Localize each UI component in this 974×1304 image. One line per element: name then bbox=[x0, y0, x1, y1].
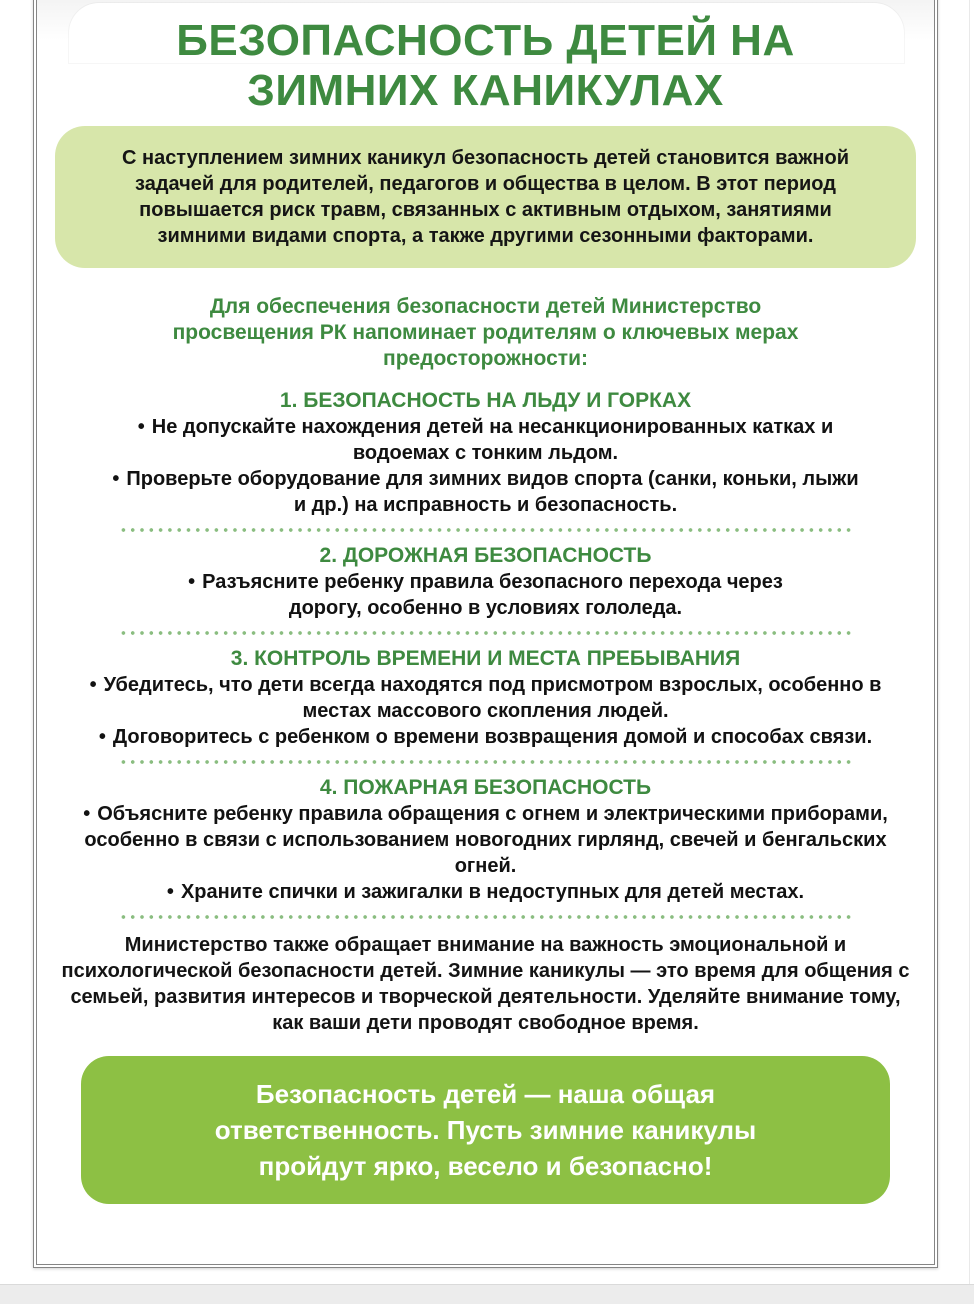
bullet-text: Не допускайте нахождения детей на несанкционированных катках и водоемах с тонким льдом. bbox=[151, 416, 834, 464]
document-page bbox=[33, 0, 938, 1268]
bullet-text: Храните спички и зажигалки в недоступных для детей местах. bbox=[180, 881, 805, 903]
bullet-text: Убедитесь, что дети всегда находятся под присмотром взрослых, особенно в местах массового скопления людей. bbox=[103, 674, 882, 722]
bullet-item bbox=[76, 724, 896, 750]
bullet-text: Договоритесь с ребенком о времени возвращения домой и способах связи. bbox=[112, 726, 873, 748]
poster-title-line-2: ЗИМНИХ КАНИКУЛАХ bbox=[247, 66, 724, 115]
bullet-item bbox=[111, 466, 861, 518]
section-2-heading: 2. ДОРОЖНАЯ БЕЗОПАСНОСТЬ bbox=[319, 544, 652, 567]
bullet-icon: • bbox=[98, 726, 106, 748]
bullet-item bbox=[111, 414, 861, 466]
footer-callout bbox=[81, 1056, 890, 1204]
bullet-icon: • bbox=[83, 803, 91, 825]
document-page-inner bbox=[37, 0, 934, 1264]
intro-text: С наступлением зимних каникул безопасность детей становится важной задачей для родителей, педагогов и общества в целом. В этот период повышается риск травм, связанных с активным отдыхом, занятиями зимними видами спорта, а также другими сезонными факторами. bbox=[121, 147, 850, 247]
section-3-heading: 3. КОНТРОЛЬ ВРЕМЕНИ И МЕСТА ПРЕБЫВАНИЯ bbox=[230, 647, 741, 670]
dotted-divider bbox=[121, 914, 851, 920]
section-1-heading: 1. БЕЗОПАСНОСТЬ НА ЛЬДУ И ГОРКАХ bbox=[279, 389, 692, 412]
page-bottom-strip bbox=[0, 1284, 974, 1304]
dotted-divider bbox=[121, 527, 851, 533]
section-4-heading: 4. ПОЖАРНАЯ БЕЗОПАСНОСТЬ bbox=[319, 776, 652, 799]
lead-paragraph: Для обеспечения безопасности детей Министерство просвещения РК напоминает родителям о ключевых мерах предосторожности: bbox=[172, 295, 799, 370]
bullet-icon: • bbox=[188, 571, 196, 593]
intro-callout bbox=[55, 126, 916, 268]
bullet-item bbox=[81, 879, 891, 905]
poster-content bbox=[37, 0, 934, 1204]
closing-paragraph: Министерство также обращает внимание на важность эмоциональной и психологической безопасности детей. Зимние каникулы — это время для общения с семьей, развития интересов и творческой деятельности. Уделяйте внимание тому, как ваши дети проводят свободное время. bbox=[61, 934, 910, 1034]
bullet-text: Проверьте оборудование для зимних видов спорта (санки, коньки, лыжи и др.) на исправность и безопасность. bbox=[126, 468, 859, 516]
bullet-item bbox=[76, 672, 896, 724]
section-1-bullets bbox=[111, 414, 861, 518]
poster-title bbox=[45, 16, 926, 116]
bullet-item bbox=[156, 569, 816, 621]
section-3-bullets bbox=[76, 672, 896, 750]
bullet-icon: • bbox=[89, 674, 97, 696]
bullet-icon: • bbox=[137, 416, 145, 438]
section-2-bullets bbox=[156, 569, 816, 621]
dotted-divider bbox=[121, 630, 851, 636]
bullet-text: Разъясните ребенку правила безопасного перехода через дорогу, особенно в условиях гололеда. bbox=[202, 571, 783, 619]
bullet-text: Объясните ребенку правила обращения с огнем и электрическими приборами, особенно в связи с использованием новогодних гирлянд, свечей и бенгальских огней. bbox=[84, 803, 888, 877]
bullet-item bbox=[81, 801, 891, 879]
viewer-right-edge bbox=[969, 0, 970, 1304]
section-4-bullets bbox=[81, 801, 891, 905]
bullet-icon: • bbox=[166, 881, 174, 903]
dotted-divider bbox=[121, 759, 851, 765]
bullet-icon: • bbox=[112, 468, 120, 490]
poster-title-line-1: БЕЗОПАСНОСТЬ ДЕТЕЙ НА bbox=[176, 16, 795, 65]
footer-callout-text: Безопасность детей — наша общая ответственность. Пусть зимние каникулы пройдут ярко, весело и безопасно! bbox=[214, 1079, 757, 1181]
